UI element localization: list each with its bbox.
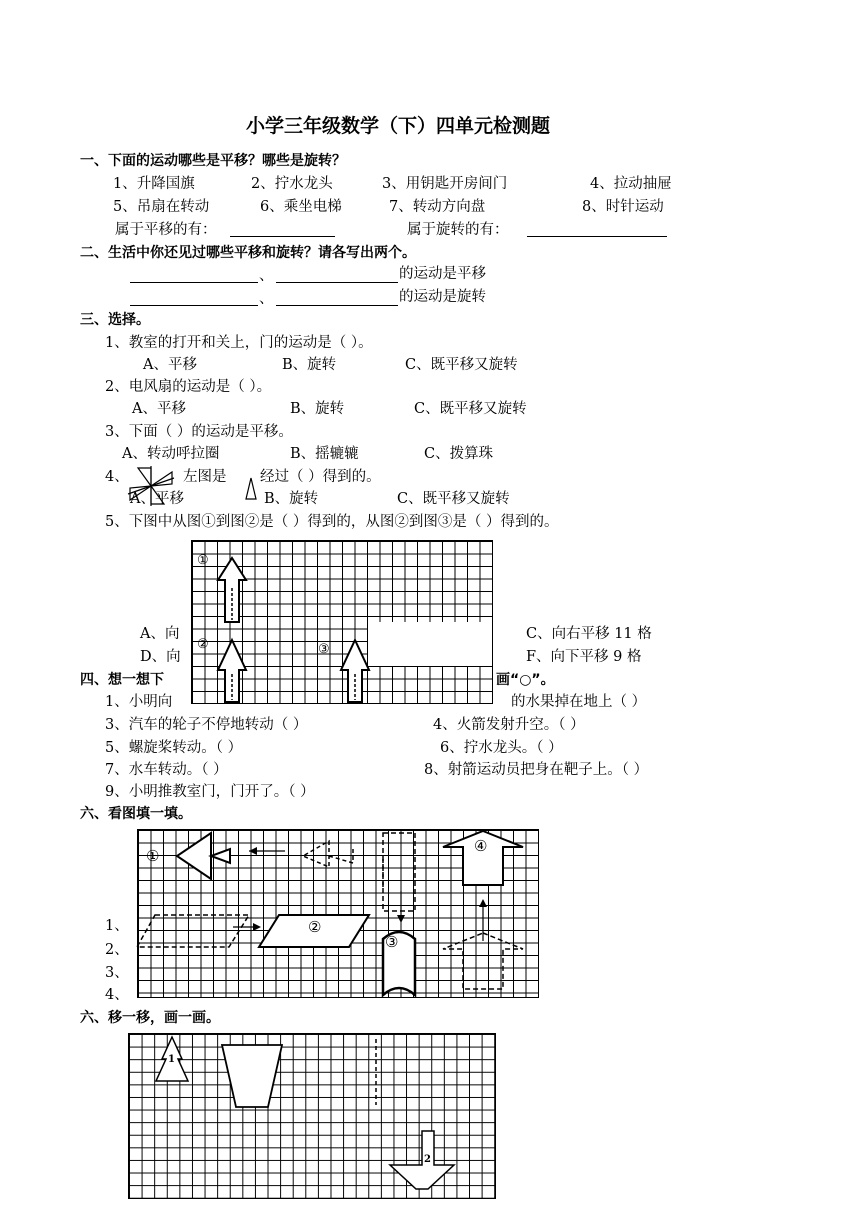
- s3-q1-opt-c: C、既平移又旋转: [405, 357, 518, 373]
- s2-answer-line-2b[interactable]: [276, 305, 398, 306]
- s3-q1: 1、教室的打开和关上，门的运动是（ ）。: [105, 335, 373, 351]
- s3-q2: 2、电风扇的运动是（ ）。: [105, 379, 272, 395]
- s1-item-6: 6、乘坐电梯: [260, 199, 342, 215]
- s3-q3: 3、下面（ ）的运动是平移。: [105, 424, 293, 440]
- s1-translate-label: 属于平移的有：: [115, 222, 217, 238]
- s2-answer-line-1b[interactable]: [276, 282, 398, 283]
- s6b-label-1: 1: [168, 1054, 175, 1065]
- section-6b-heading: 六、移一移，画一画。: [80, 1010, 220, 1026]
- s2-answer-line-1a[interactable]: [130, 282, 258, 283]
- s6a-figure-3-dashed: [383, 833, 415, 911]
- s6b-figure-trapezoid: [222, 1045, 282, 1107]
- s4-q1: 1、小明向: [105, 694, 173, 710]
- s6a-figure-2-dashed: [137, 915, 249, 947]
- s6a-item-1: 1、: [105, 918, 129, 934]
- s3-q4-opt-b: B、旋转: [264, 491, 319, 507]
- s3-q3-opt-c: C、拨算珠: [424, 446, 494, 462]
- s6a-label-3: ③: [385, 933, 399, 951]
- small-triangle-figure: [244, 477, 258, 501]
- s3-q4-num: 4、: [105, 469, 129, 485]
- s6a-figure-1: [177, 833, 230, 879]
- s1-item-8: 8、时针运动: [582, 199, 664, 215]
- s6a-item-3: 3、: [105, 965, 129, 981]
- q5-label-3: ③: [318, 642, 330, 657]
- s6a-figure-1-dashed: [303, 841, 353, 867]
- s3-q4-opt-a: A、平移: [130, 491, 184, 507]
- s3-q4-opt-c: C、既平移又旋转: [397, 491, 510, 507]
- s6b-figures: [128, 1033, 494, 1197]
- s6b-label-2: 2: [424, 1154, 431, 1165]
- section-4-heading-left: 四、想一想下: [80, 672, 164, 688]
- s3-q1-opt-b: B、旋转: [282, 357, 337, 373]
- section-4-heading-right: 画“○”。: [496, 672, 555, 688]
- s2-sep-1: 、: [259, 268, 274, 284]
- s6a-item-2: 2、: [105, 942, 129, 958]
- s3-q4-text-2: 经过（ ）得到的。: [260, 469, 381, 485]
- section-2-heading: 二、生活中你还见过哪些平移和旋转？请各写出两个。: [80, 245, 416, 261]
- s3-q5-opt-d: D、向: [140, 649, 181, 665]
- s3-q5: 5、下图中从图①到图②是（ ）得到的，从图②到图③是（ ）得到的。: [105, 514, 559, 530]
- s1-item-5: 5、吊扇在转动: [113, 199, 210, 215]
- s4-q2-tail: 的水果掉在地上（ ）: [511, 694, 647, 710]
- s3-q4-text-1: 左图是: [183, 469, 227, 485]
- s3-q2-opt-b: B、旋转: [290, 401, 345, 417]
- s6a-item-4: 4、: [105, 987, 129, 1003]
- s1-item-4: 4、拉动抽屉: [590, 176, 672, 192]
- s6b-figure-2: [390, 1131, 454, 1189]
- s4-q3: 3、汽车的轮子不停地转动（ ）: [105, 717, 308, 733]
- s2-line1-suffix: 的运动是平移: [399, 266, 486, 282]
- s2-answer-line-2a[interactable]: [130, 305, 258, 306]
- s4-q5: 5、螺旋桨转动。（ ）: [105, 740, 243, 756]
- s3-q5-opt-a: A、向: [140, 626, 180, 642]
- s2-line2-suffix: 的运动是旋转: [399, 289, 486, 305]
- section-6a-heading: 六、看图填一填。: [80, 806, 192, 822]
- s1-rotate-answer-line[interactable]: [527, 236, 667, 237]
- s1-rotate-label: 属于旋转的有：: [407, 222, 509, 238]
- s4-q9: 9、小明推教室门，门开了。（ ）: [105, 784, 315, 800]
- s3-q2-opt-a: A、平移: [132, 401, 186, 417]
- s4-q8: 8、射箭运动员把身在靶子上。（ ）: [424, 762, 649, 778]
- q5-label-2: ②: [197, 637, 209, 652]
- s6a-figure-4-dashed: [443, 933, 523, 989]
- q5-figures: [191, 540, 491, 702]
- s4-q6: 6、拧水龙头。（ ）: [440, 740, 563, 756]
- s3-q5-opt-c: C、向右平移 11 格: [526, 626, 652, 642]
- s3-q1-opt-a: A、平移: [143, 357, 197, 373]
- s4-q4: 4、火箭发射升空。（ ）: [433, 717, 585, 733]
- s1-translate-answer-line[interactable]: [230, 236, 335, 237]
- s3-q5-opt-f: F、向下平移 9 格: [526, 649, 642, 665]
- s6a-label-1: ①: [146, 847, 160, 865]
- s1-item-3: 3、用钥匙开房间门: [382, 176, 508, 192]
- s1-item-2: 2、拧水龙头: [251, 176, 333, 192]
- q5-arrow-2: [218, 640, 246, 702]
- s4-q7: 7、水车转动。（ ）: [105, 762, 228, 778]
- section-3-heading: 三、选择。: [80, 312, 150, 328]
- s2-sep-2: 、: [259, 291, 274, 307]
- s1-item-7: 7、转动方向盘: [389, 199, 486, 215]
- s3-q2-opt-c: C、既平移又旋转: [414, 401, 527, 417]
- s3-q3-opt-b: B、摇辘辘: [290, 446, 359, 462]
- q5-label-1: ①: [197, 553, 209, 568]
- s6a-label-2: ②: [308, 918, 322, 936]
- s1-item-1: 1、升降国旗: [113, 176, 195, 192]
- section-1-heading: 一、下面的运动哪些是平移？哪些是旋转？: [80, 153, 346, 169]
- q5-arrow-3: [341, 640, 369, 702]
- page-title: 小学三年级数学（下）四单元检测题: [246, 115, 551, 137]
- s3-q3-opt-a: A、转动呼拉圈: [122, 446, 220, 462]
- s6a-label-4: ④: [474, 837, 488, 855]
